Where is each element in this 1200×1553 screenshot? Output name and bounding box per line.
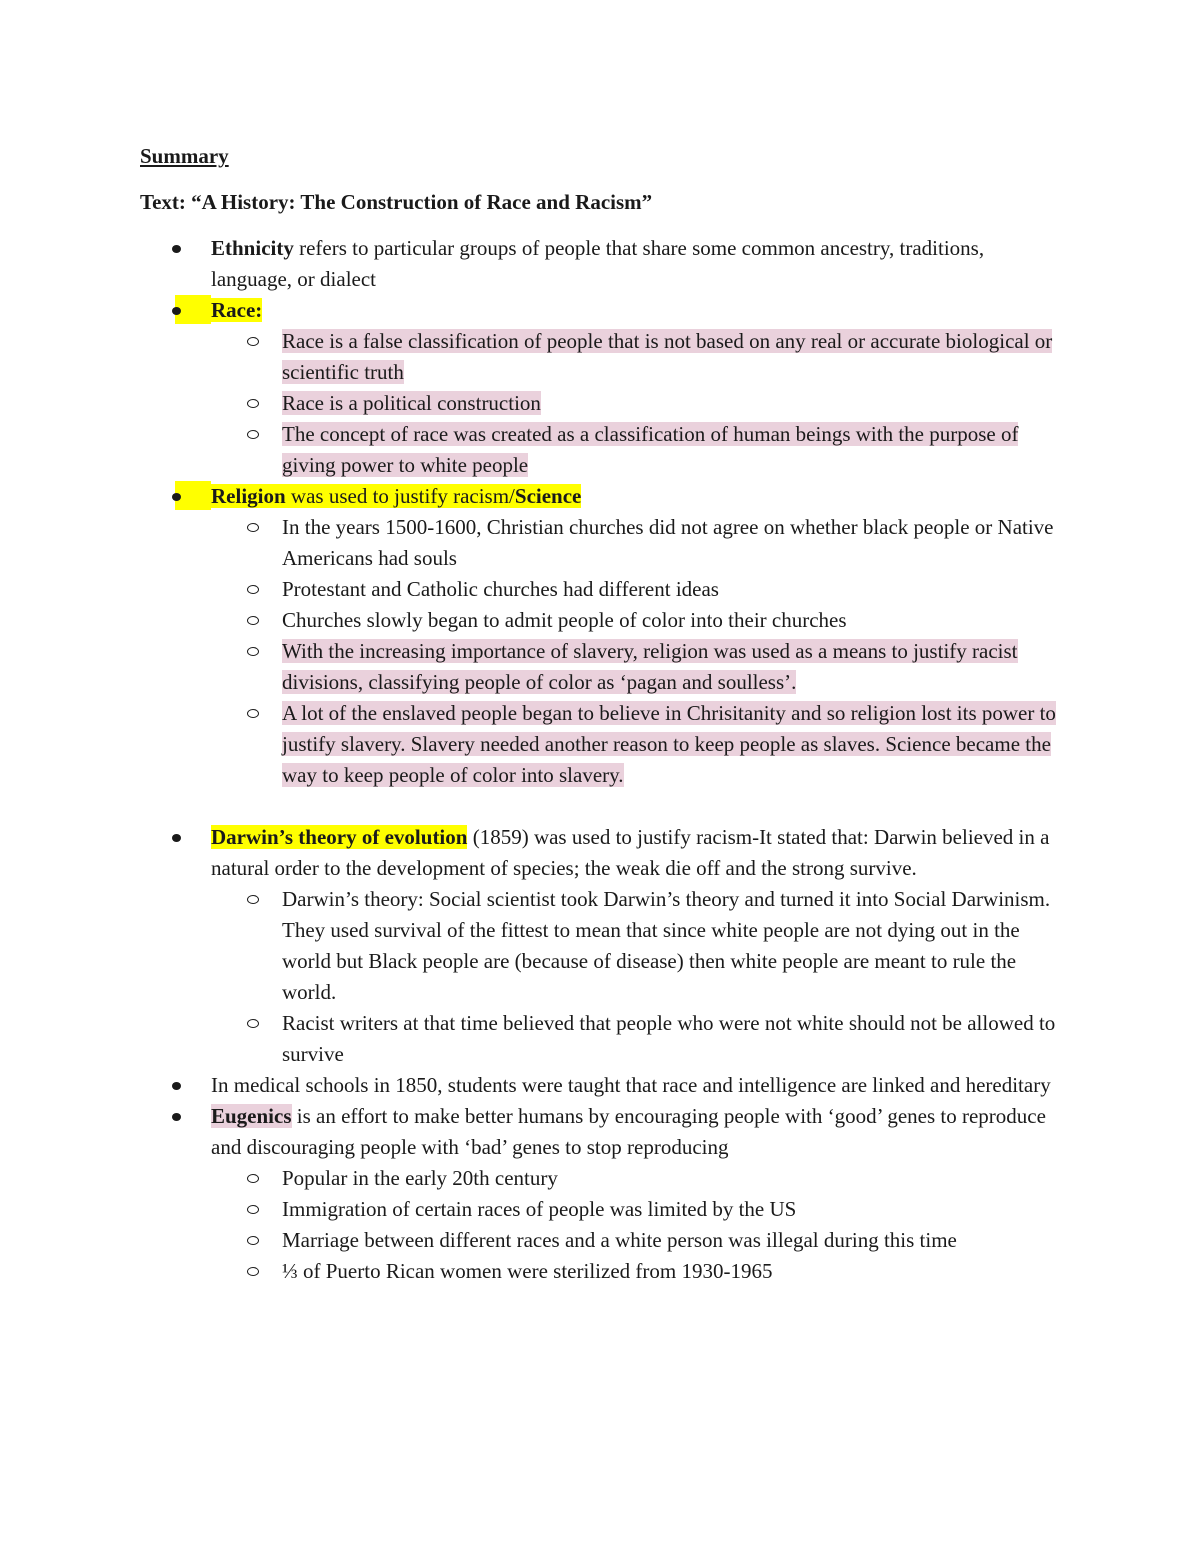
circle-bullet-icon — [247, 1267, 259, 1276]
list-item — [211, 605, 1070, 636]
term-religion: Religion — [211, 484, 286, 508]
eugenics-text: is an effort to make better humans by encouraging people with ‘good’ genes to reproduce and discouraging people with ‘bad’ genes to stop reproducing — [211, 1104, 1046, 1159]
medical-text: In medical schools in 1850, students were taught that race and intelligence are linked and hereditary — [211, 1073, 1051, 1097]
bullet-icon — [172, 834, 181, 842]
eugenics-sub-2: Immigration of certain races of people was limited by the US — [282, 1197, 797, 1221]
darwin-sub-1: Darwin’s theory: Social scientist took Darwin’s theory and turned it into Social Darwinism. They used survival of the fittest to mean that since white people are not dying out in the world but Black people are (because of disease) then white people are meant to rule the world. — [282, 887, 1051, 1004]
race-sublist — [140, 326, 1070, 481]
list-item-ethnicity — [140, 233, 1070, 295]
religion-sub-2: Protestant and Catholic churches had different ideas — [282, 577, 719, 601]
bullet-icon — [172, 1113, 181, 1121]
darwin-text: (1859) was used to justify racism-It stated that: Darwin believed in a natural order to the development of species; the weak die off and the strong survive. — [211, 825, 1050, 880]
list-item-medical — [140, 1070, 1070, 1101]
bullet-icon — [172, 245, 181, 253]
circle-bullet-icon — [247, 430, 259, 439]
circle-bullet-icon — [247, 523, 259, 532]
spacer — [140, 791, 1070, 822]
circle-bullet-icon — [247, 1205, 259, 1214]
list-item — [211, 574, 1070, 605]
list-item — [211, 1008, 1070, 1070]
race-sub-3: The concept of race was created as a classification of human beings with the purpose of giving power to white people — [282, 422, 1019, 477]
eugenics-sub-3: Marriage between different races and a white person was illegal during this time — [282, 1228, 957, 1252]
religion-sublist — [140, 512, 1070, 791]
darwin-sub-2: Racist writers at that time believed that people who were not white should not be allowed to survive — [282, 1011, 1056, 1066]
list-item — [211, 698, 1070, 791]
summary-heading: Summary — [140, 144, 229, 168]
document-content — [140, 141, 1070, 1287]
circle-bullet-icon — [247, 1236, 259, 1245]
list-item — [211, 884, 1070, 1008]
list-item-religion — [140, 481, 1070, 791]
darwin-sublist — [140, 884, 1070, 1070]
religion-sub-5: A lot of the enslaved people began to believe in Chrisitanity and so religion lost its power to justify slavery. Slavery needed another reason to keep people as slaves. Science became the way to keep people of color into slavery. — [282, 701, 1056, 787]
list-item-eugenics — [140, 1101, 1070, 1287]
term-race: Race: — [211, 298, 263, 322]
ethnicity-text: refers to particular groups of people that share some common ancestry, traditions, language, or dialect — [211, 236, 985, 291]
term-eugenics: Eugenics — [211, 1104, 292, 1128]
bullet-list — [140, 233, 1070, 1287]
eugenics-sub-4: ⅓ of Puerto Rican women were sterilized from 1930-1965 — [282, 1259, 773, 1283]
term-darwin: Darwin’s theory of evolution — [211, 825, 468, 849]
religion-line — [211, 484, 581, 508]
text-title: Text: “A History: The Construction of Race and Racism” — [140, 190, 653, 214]
circle-bullet-icon — [247, 399, 259, 408]
religion-sub-3: Churches slowly began to admit people of color into their churches — [282, 608, 847, 632]
circle-bullet-icon — [247, 709, 259, 718]
bullet-icon — [172, 493, 181, 501]
circle-bullet-icon — [247, 585, 259, 594]
religion-sub-1: In the years 1500-1600, Christian churches did not agree on whether black people or Native Americans had souls — [282, 515, 1054, 570]
list-item — [211, 388, 1070, 419]
list-item — [211, 1194, 1070, 1225]
list-item — [211, 1163, 1070, 1194]
race-sub-1: Race is a false classification of people that is not based on any real or accurate biological or scientific truth — [282, 329, 1053, 384]
list-item — [211, 636, 1070, 698]
list-item — [211, 512, 1070, 574]
bullet-icon — [172, 1082, 181, 1090]
circle-bullet-icon — [247, 616, 259, 625]
list-item-race — [140, 295, 1070, 481]
eugenics-sub-1: Popular in the early 20th century — [282, 1166, 558, 1190]
list-item — [211, 1256, 1070, 1287]
religion-text: was used to justify racism/ — [285, 484, 515, 508]
term-science: Science — [514, 484, 582, 508]
list-item-darwin — [140, 822, 1070, 1070]
circle-bullet-icon — [247, 1019, 259, 1028]
list-item — [211, 1225, 1070, 1256]
circle-bullet-icon — [247, 895, 259, 904]
race-sub-2: Race is a political construction — [282, 391, 541, 415]
term-ethnicity: Ethnicity — [211, 236, 294, 260]
circle-bullet-icon — [247, 337, 259, 346]
circle-bullet-icon — [247, 1174, 259, 1183]
list-item — [211, 419, 1070, 481]
list-item — [211, 326, 1070, 388]
circle-bullet-icon — [247, 647, 259, 656]
eugenics-sublist — [140, 1163, 1070, 1287]
bullet-icon — [172, 307, 181, 315]
religion-sub-4: With the increasing importance of slavery, religion was used as a means to justify racist divisions, classifying people of color as ‘pagan and soulless’. — [282, 639, 1018, 694]
